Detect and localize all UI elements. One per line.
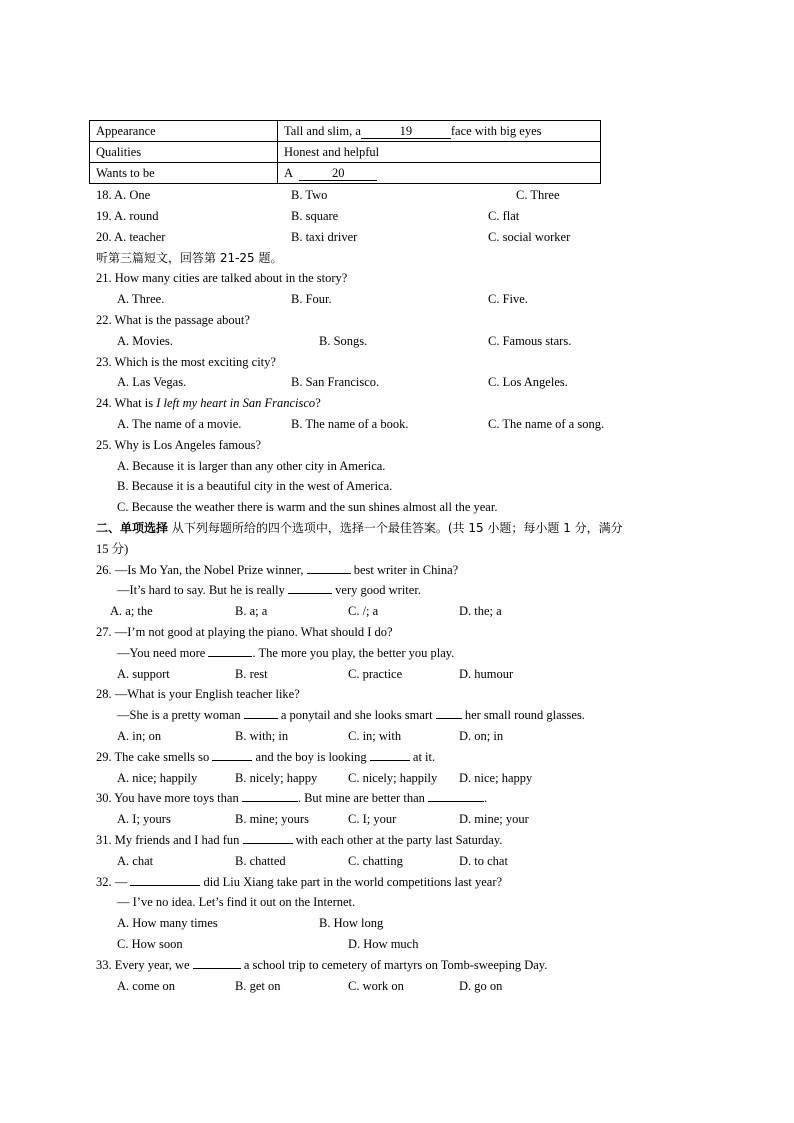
q25-c: C. Because the weather there is warm and the sun shines almost all the year.	[117, 500, 498, 514]
q27-d: D. humour	[459, 667, 514, 681]
q19-b: B. square	[291, 209, 339, 223]
q25-b: B. Because it is a beautiful city in the west of America.	[117, 479, 393, 493]
q23-a: A. Las Vegas.	[117, 375, 187, 389]
q29-b: B. nicely; happy	[235, 771, 318, 785]
q30-a: A. I; yours	[117, 812, 171, 826]
q28-a: A. in; on	[117, 729, 162, 743]
q29-a: A. nice; happily	[117, 771, 198, 785]
q28-b: B. with; in	[235, 729, 289, 743]
q22-stem: 22. What is the passage about?	[96, 313, 250, 327]
q23-stem: 23. Which is the most exciting city?	[96, 355, 276, 369]
q32-a: A. How many times	[117, 916, 218, 930]
q26-d: D. the; a	[459, 604, 502, 618]
q30-line1: 30. You have more toys than . But mine are better than .	[96, 791, 488, 805]
q21-a: A. Three.	[117, 292, 165, 306]
q24-c: C. The name of a song.	[488, 417, 605, 431]
q32-line1: 32. — did Liu Xiang take part in the world competitions last year?	[96, 875, 503, 889]
table-row	[90, 121, 601, 142]
q31-b: B. chatted	[235, 854, 286, 868]
q30-c: C. I; your	[348, 812, 397, 826]
q26-b: B. a; a	[235, 604, 268, 618]
q32-line2: — I’ve no idea. Let’s find it out on the Internet.	[117, 895, 356, 909]
q24-a: A. The name of a movie.	[117, 417, 242, 431]
q18-a: 18. A. One	[96, 188, 151, 202]
q28-c: C. in; with	[348, 729, 402, 743]
q24-b: B. The name of a book.	[291, 417, 409, 431]
q32-b: B. How long	[319, 916, 384, 930]
q21-b: B. Four.	[291, 292, 332, 306]
q27-b: B. rest	[235, 667, 268, 681]
q19-a: 19. A. round	[96, 209, 159, 223]
q27-line1: 27. —I’m not good at playing the piano. What should I do?	[96, 625, 393, 639]
q20-b: B. taxi driver	[291, 230, 358, 244]
q21-stem: 21. How many cities are talked about in the story?	[96, 271, 348, 285]
part-2-heading-cont: 15 分)	[96, 542, 129, 556]
q32-d: D. How much	[348, 937, 419, 951]
q18-c: C. Three	[516, 188, 560, 202]
table-value: A 20	[278, 163, 601, 184]
profile-table	[89, 120, 601, 184]
q31-c: C. chatting	[348, 854, 403, 868]
table-label: Wants to be	[90, 163, 278, 184]
q28-line2: —She is a pretty woman a ponytail and she looks smart her small round glasses.	[117, 708, 585, 722]
q20-c: C. social worker	[488, 230, 571, 244]
table-row	[90, 142, 601, 163]
q26-c: C. /; a	[348, 604, 379, 618]
q20-a: 20. A. teacher	[96, 230, 166, 244]
q33-c: C. work on	[348, 979, 404, 993]
table-value: Honest and helpful	[278, 142, 601, 163]
q23-c: C. Los Angeles.	[488, 375, 568, 389]
part-2-title: 二、单项选择	[96, 521, 169, 535]
q22-c: C. Famous stars.	[488, 334, 572, 348]
q26-line1: 26. —Is Mo Yan, the Nobel Prize winner, best writer in China?	[96, 563, 459, 577]
q18-b: B. Two	[291, 188, 328, 202]
q33-d: D. go on	[459, 979, 503, 993]
blank-19: 19	[361, 124, 451, 139]
section-3-heading: 听第三篇短文，回答第 21-25 题。	[96, 251, 283, 265]
q26-a: A. a; the	[110, 604, 153, 618]
q31-d: D. to chat	[459, 854, 508, 868]
table-label: Qualities	[90, 142, 278, 163]
q19-c: C. flat	[488, 209, 520, 223]
q21-c: C. Five.	[488, 292, 528, 306]
q23-b: B. San Francisco.	[291, 375, 380, 389]
q32-c: C. How soon	[117, 937, 183, 951]
table-value: Tall and slim, a 19 face with big eyes	[278, 121, 601, 142]
q29-c: C. nicely; happily	[348, 771, 438, 785]
q24-stem: 24. What is I left my heart in San Francisco?	[96, 396, 321, 410]
q31-a: A. chat	[117, 854, 154, 868]
q30-d: D. mine; your	[459, 812, 529, 826]
q33-b: B. get on	[235, 979, 281, 993]
q27-a: A. support	[117, 667, 170, 681]
q25-a: A. Because it is larger than any other city in America.	[117, 459, 386, 473]
q33-a: A. come on	[117, 979, 175, 993]
q27-c: C. practice	[348, 667, 403, 681]
song-title: I left my heart in San Francisco	[156, 396, 316, 410]
q33-line1: 33. Every year, we a school trip to cemetery of martyrs on Tomb-sweeping Day.	[96, 958, 548, 972]
q30-b: B. mine; yours	[235, 812, 309, 826]
q28-line1: 28. —What is your English teacher like?	[96, 687, 300, 701]
q25-stem: 25. Why is Los Angeles famous?	[96, 438, 262, 452]
q31-line1: 31. My friends and I had fun with each other at the party last Saturday.	[96, 833, 503, 847]
q29-d: D. nice; happy	[459, 771, 533, 785]
q26-line2: —It’s hard to say. But he is really very good writer.	[117, 583, 421, 597]
table-label: Appearance	[90, 121, 278, 142]
q22-b: B. Songs.	[319, 334, 368, 348]
q28-d: D. on; in	[459, 729, 504, 743]
q22-a: A. Movies.	[117, 334, 173, 348]
part-2-heading: 二、单项选择 从下列每题所给的四个选项中，选择一个最佳答案。(共 15 小题；每小题 1 分，满分	[96, 521, 623, 535]
table-row	[90, 163, 601, 184]
q27-line2: —You need more . The more you play, the better you play.	[117, 646, 455, 660]
q29-line1: 29. The cake smells so and the boy is looking at it.	[96, 750, 436, 764]
blank-20: 20	[299, 166, 377, 181]
